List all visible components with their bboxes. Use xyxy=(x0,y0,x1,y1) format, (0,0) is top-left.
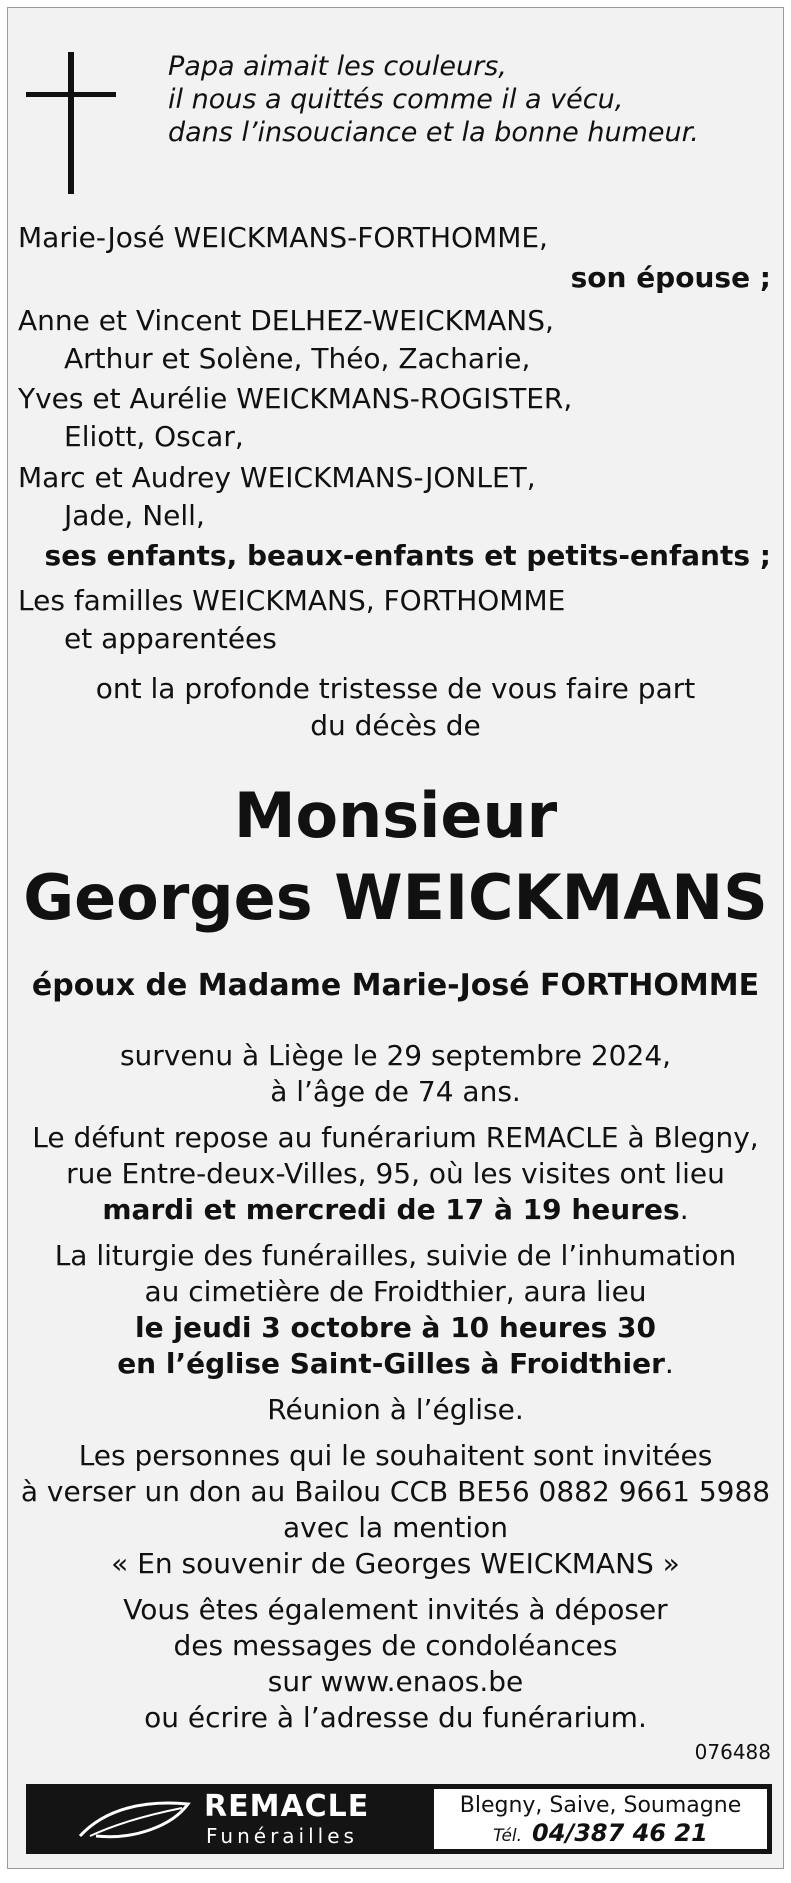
obituary-notice xyxy=(7,7,784,1869)
liturgy-church xyxy=(8,1346,783,1382)
death-info: survenu à Liège le 29 septembre 2024, xyxy=(119,1039,672,1072)
spouse-name: Marie-José WEICKMANS-FORTHOMME, xyxy=(18,221,548,254)
visit-hours xyxy=(8,1192,783,1228)
liturgy-place: au cimetière de Froidthier, aura lieu xyxy=(144,1275,647,1308)
death-age: à l’âge de 74 ans. xyxy=(270,1075,521,1108)
liturgy-date: le jeudi 3 octobre à 10 heures 30 xyxy=(135,1311,656,1344)
condolences-website: sur www.enaos.be xyxy=(267,1665,524,1698)
poem-line: Papa aimait les couleurs, xyxy=(168,51,507,82)
deceased-spouse: époux de Madame Marie-José FORTHOMME xyxy=(31,968,760,1003)
deceased-title: Monsieur xyxy=(233,779,558,852)
reunion: Réunion à l’église. xyxy=(267,1393,524,1426)
cross-icon-bar xyxy=(26,92,116,97)
rest-info: Le défunt repose au funérarium REMACLE à Blegny, xyxy=(32,1121,759,1154)
funeral-home-locations: Blegny, Saive, Soumagne xyxy=(459,1793,742,1818)
brand-name: REMACLE xyxy=(204,1789,370,1824)
visit-hours-text: mardi et mercredi de 17 à 19 heures xyxy=(102,1193,680,1226)
liturgy-info: La liturgie des funérailles, suivie de l’inhumation xyxy=(54,1239,737,1272)
contact-box xyxy=(434,1789,767,1849)
announcement: ont la profonde tristesse de vous faire part xyxy=(95,672,696,705)
children-role: ses enfants, beaux-enfants et petits-enfants ; xyxy=(44,539,771,572)
child-family: Anne et Vincent DELHEZ-WEICKMANS, xyxy=(18,304,554,337)
reference-number: 076488 xyxy=(694,1740,771,1764)
cross-icon xyxy=(68,52,74,194)
donation-info: Les personnes qui le souhaitent sont invitées xyxy=(78,1439,713,1472)
child-family: Marc et Audrey WEICKMANS-JONLET, xyxy=(18,461,536,494)
liturgy-church-text: en l’église Saint-Gilles à Froidthier xyxy=(117,1347,665,1380)
phone-label: Tél. xyxy=(493,1826,523,1846)
extended-families-line2: et apparentées xyxy=(64,622,277,655)
phone-line xyxy=(434,1819,767,1850)
punctuation: . xyxy=(679,1193,689,1226)
poem xyxy=(168,50,699,149)
donation-mention: avec la mention xyxy=(283,1511,508,1544)
funeral-home-banner xyxy=(26,1784,772,1854)
spouse-role: son épouse ; xyxy=(570,261,771,294)
punctuation: . xyxy=(664,1347,674,1380)
phone-number: 04/387 46 21 xyxy=(532,1819,708,1847)
brand-subtitle: Funérailles xyxy=(206,1824,358,1848)
poem-line: dans l’insouciance et la bonne humeur. xyxy=(168,117,699,148)
donation-reference: « En souvenir de Georges WEICKMANS » xyxy=(111,1547,680,1580)
grandchildren: Jade, Nell, xyxy=(64,499,205,532)
grandchildren: Eliott, Oscar, xyxy=(64,420,244,453)
leaf-logo-icon xyxy=(76,1796,196,1842)
poem-line: il nous a quittés comme il a vécu, xyxy=(168,84,624,115)
condolences-info: Vous êtes également invités à déposer xyxy=(123,1593,668,1626)
child-family: Yves et Aurélie WEICKMANS-ROGISTER, xyxy=(18,382,573,415)
extended-families: Les familles WEICKMANS, FORTHOMME xyxy=(18,584,566,617)
grandchildren: Arthur et Solène, Théo, Zacharie, xyxy=(64,342,531,375)
condolences-info: des messages de condoléances xyxy=(173,1629,618,1662)
donation-account: à verser un don au Bailou CCB BE56 0882 9661 5988 xyxy=(20,1475,771,1508)
announcement: du décès de xyxy=(310,709,481,742)
condolences-address: ou écrire à l’adresse du funérarium. xyxy=(144,1701,647,1734)
deceased-name: Georges WEICKMANS xyxy=(23,861,768,934)
rest-address: rue Entre-deux-Villes, 95, où les visites ont lieu xyxy=(66,1157,725,1190)
